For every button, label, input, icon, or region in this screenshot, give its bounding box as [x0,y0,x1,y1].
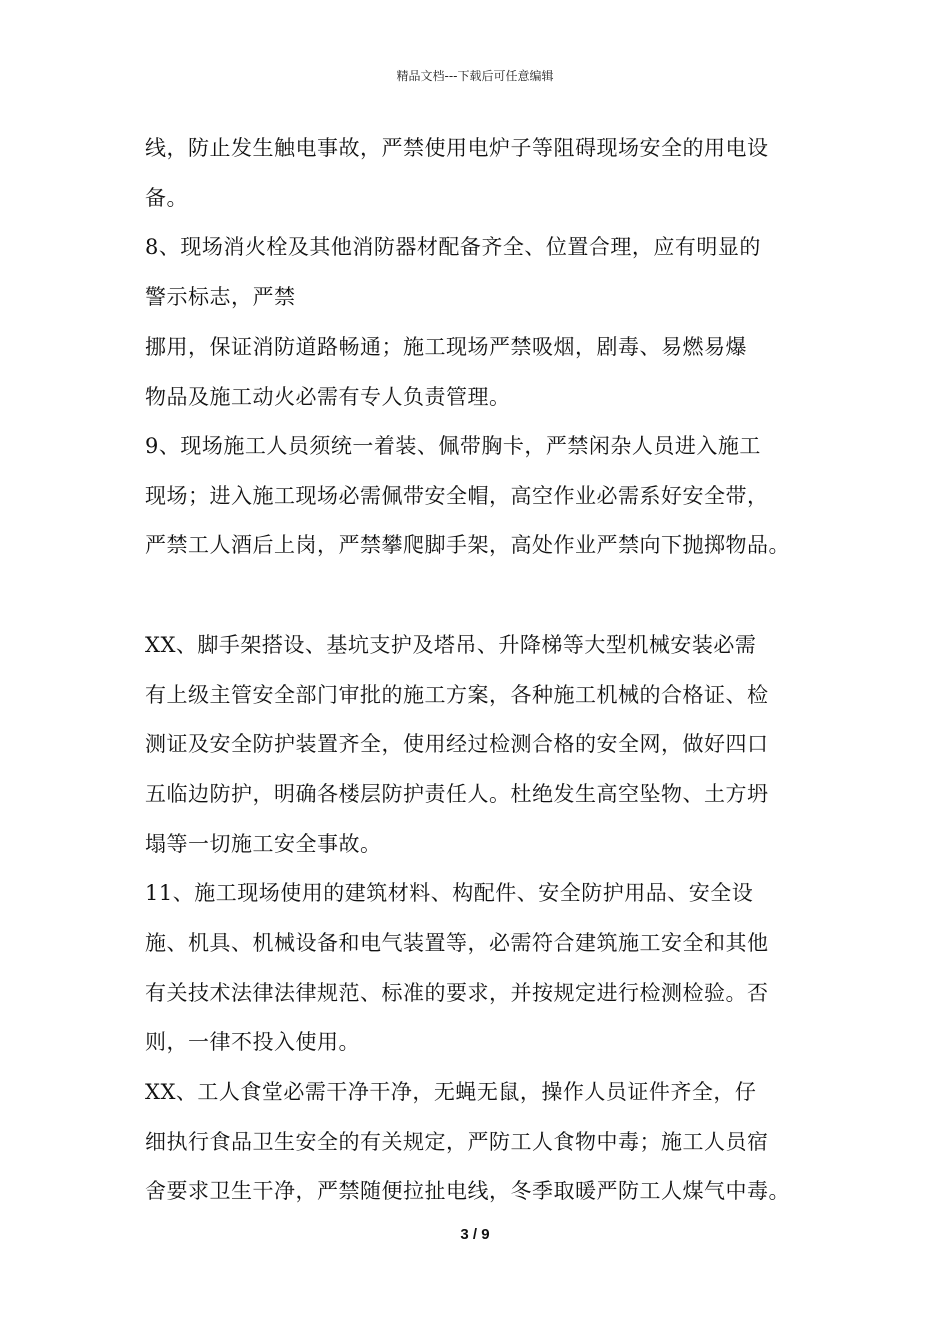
text-line: 8、现场消火栓及其他消防器材配备齐全、位置合理，应有明显的 [145,235,761,259]
text-line: 塌等一切施工安全事故。 [145,832,382,856]
text-line: 舍要求卫生干净，严禁随便拉扯电线，冬季取暖严防工人煤气中毒。 [145,1179,790,1203]
page-number: 3 / 9 [460,1226,490,1243]
text-line: 挪用，保证消防道路畅通；施工现场严禁吸烟，剧毒、易燃易爆 [145,335,747,359]
text-line: 物品及施工动火必需有专人负责管理。 [145,385,511,409]
text-line: 五临边防护，明确各楼层防护责任人。杜绝发生高空坠物、土方坍 [145,782,769,806]
text-line: 则，一律不投入使用。 [145,1030,360,1054]
text-line: 11、施工现场使用的建筑材料、构配件、安全防护用品、安全设 [145,881,754,905]
text-line: 严禁工人酒后上岗，严禁攀爬脚手架，高处作业严禁向下抛掷物品。 [145,533,790,557]
text-line: 有关技术法律法律规范、标准的要求，并按规定进行检测检验。否 [145,981,769,1005]
text-line: 有上级主管安全部门审批的施工方案，各种施工机械的合格证、检 [145,683,769,707]
text-line: 警示标志，严禁 [145,285,296,309]
text-line: 线，防止发生触电事故，严禁使用电炉子等阻碍现场安全的用电设 [145,136,769,160]
text-line: 施、机具、机械设备和电气装置等，必需符合建筑施工安全和其他 [145,931,769,955]
text-line: 9、现场施工人员须统一着装、佩带胸卡，严禁闲杂人员进入施工 [145,434,761,458]
text-line: 细执行食品卫生安全的有关规定，严防工人食物中毒；施工人员宿 [145,1130,769,1154]
text-line: 现场；进入施工现场必需佩带安全帽，高空作业必需系好安全带， [145,484,769,508]
text-line: XX、工人食堂必需干净干净，无蝇无鼠，操作人员证件齐全，仔 [145,1080,757,1104]
page-header: 精品文档---下载后可任意编辑 [396,69,554,83]
text-line: XX、脚手架搭设、基坑支护及塔吊、升降梯等大型机械安装必需 [145,633,757,657]
text-line: 备。 [145,186,188,210]
text-line: 测证及安全防护装置齐全，使用经过检测合格的安全网，做好四口 [145,732,769,756]
